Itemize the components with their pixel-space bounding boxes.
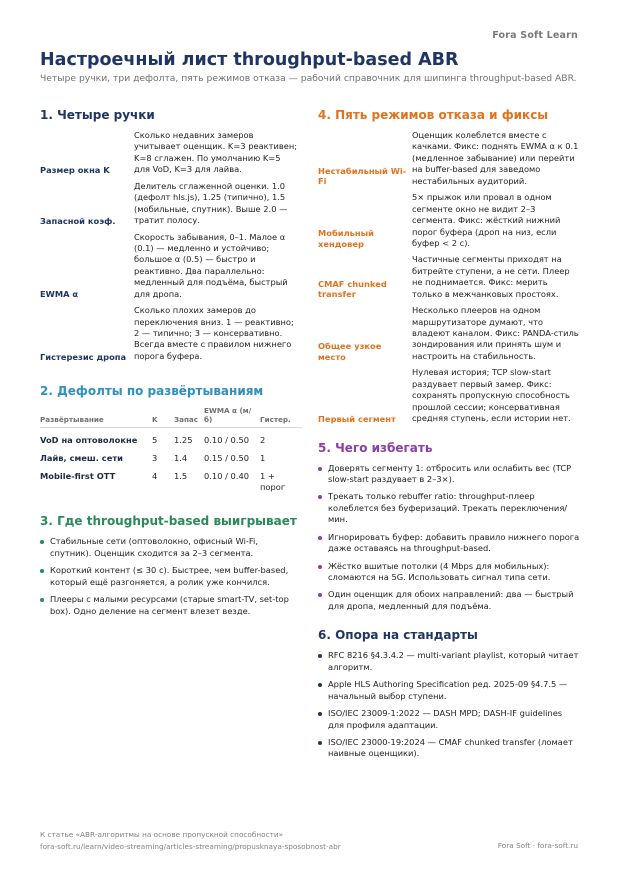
wins-list [40,536,298,617]
table-cell: 4 [152,470,158,481]
footer-article: К статье «ABR-алгоритмы на основе пропускной способности» [40,830,284,839]
list-item: Трекать только rebuffer ratio: throughput-плеер колеблется без буферизаций. Трекать переключения/мин. [318,491,580,525]
list-item: Один оценщик для обоих направлений: два — быстрый для дропа, медленный для подъёма. [318,589,580,612]
column-header: K [152,406,174,428]
failure-name: Мобильный хендовер [318,227,374,249]
section-avoid [318,441,580,613]
section-defaults [40,384,298,492]
failure-desc: Нулевая история; TCP slow-start раздувает первый замер. Фикс: сохранять пропускную способность прошлой сессии; консервативная средняя ступень, если истории нет. [412,367,571,424]
list-item: Стабильные сети (оптоволокно, офисный Wi-Fi, спутник). Оценщик сходится за 2–3 сегмента. [40,536,298,559]
list-item: Игнорировать буфер: добавить правило нижнего порога даже оставаясь на throughput-based. [318,532,580,555]
section-failures [318,108,580,425]
defaults-heading: 2. Дефолты по развёртываниям [40,384,264,399]
failure-item [318,367,580,424]
table-row [40,428,302,446]
table-cell: 1.25 [174,435,193,446]
list-item: ISO/IEC 23000-19:2024 — CMAF chunked transfer (ломает наивные оценщики). [318,737,580,760]
list-item: RFC 8216 §4.3.4.2 — multi-variant playlist, который читает алгоритм. [318,650,580,673]
knob-item [40,130,298,176]
right-column [318,108,580,776]
table-cell: 0.10 / 0.50 [204,435,250,446]
section-knobs [40,108,298,362]
table-row [40,464,302,493]
table-cell: 0.15 / 0.50 [204,453,250,464]
standards-list [318,650,580,760]
failure-name: CMAF chunked transfer [318,278,387,300]
standards-heading: 6. Опора на стандарты [318,628,478,643]
page-title: Настроечный лист throughput-based ABR [40,50,459,70]
failure-desc: Несколько плееров на одном маршрутизаторе думают, что владеют каналом. Фикс: PANDA-стиль зондирования или принять шум и настроить на стабильность. [412,305,579,361]
knob-desc: Делитель сглаженной оценки. 1.0 (дефолт hls.js), 1.25 (типично), 1.5 (мобильные, спутник). Выше 2.0 — тратит полосу. [134,180,288,226]
failure-name: Первый сегмент [318,413,396,424]
failure-item [318,305,580,362]
knob-desc: Скорость забывания, 0–1. Малое α (0.1) — медленно и устойчиво; большое α (0.5) — быстро и реактивно. Два параллельно: медленный для подъёма, быстрый для дропа. [134,231,288,299]
knob-item [40,305,298,362]
table-header-row [40,406,302,428]
failure-desc: Частичные сегменты приходят на битрейте ступени, а не сети. Плеер не поднимается. Фикс: мерить только в межчанковых простоях. [412,254,570,299]
section-wins [40,514,298,617]
failures-heading: 4. Пять режимов отказа и фиксы [318,108,549,122]
table-cell: 5 [152,435,158,446]
table-cell: 0.10 / 0.40 [204,470,250,481]
table-cell: 1 [260,453,266,464]
brand-label: Fora Soft Learn [492,30,578,41]
list-item: ISO/IEC 23009-1:2022 — DASH MPD; DASH-IF guidelines для профиля адаптации. [318,708,580,731]
list-item: Короткий контент (≤ 30 с). Быстрее, чем buffer-based, который ещё разгоняется, а ролик уже кончился. [40,565,298,588]
table-cell: 1.5 [174,470,188,481]
table-cell: Mobile-first OTT [40,470,116,481]
knob-name: Гистерезис дропа [40,351,127,362]
table-row [40,446,302,464]
knob-name: Размер окна K [40,164,110,175]
list-item: Доверять сегменту 1: отбросить или ослабить вес (TCP slow-start раздувает в 2–3×). [318,463,580,486]
table-cell: 1.4 [174,453,188,464]
wins-heading: 3. Где throughput-based выигрывает [40,514,297,529]
failure-desc: Оценщик колеблется вместе с качками. Фикс: поднять EWMA α к 0.1 (медленное забывание) или перейти на buffer-based для заведомо нестабильных аудиторий. [412,130,579,186]
failure-item [318,130,580,187]
table-cell: 1 + порог [260,470,286,492]
knob-name: Запасной коэф. [40,215,116,226]
column-header: EWMA α (м/б) [204,406,260,428]
avoid-list [318,463,580,613]
section-standards [318,628,580,760]
table-cell: VoD на оптоволокне [40,435,138,446]
knob-name: EWMA α [40,289,79,300]
knobs-heading: 1. Четыре ручки [40,108,155,122]
defaults-table [40,406,302,492]
knob-desc: Сколько плохих замеров до переключения вниз. 1 — реактивно; 2 — типично; 3 — консервативно. Всегда вместе с правилом нижнего порога буфера. [134,305,294,361]
table-cell: 2 [260,435,266,446]
failure-desc: 5× прыжок или провал в одном сегменте окно не видит 2–3 сегмента. Фикс: жёсткий нижний порог буфера (дроп на низ, если буфер < 2 с). [412,192,561,248]
footer-url[interactable]: fora-soft.ru/learn/video-streaming/articles-streaming/propusknaya-sposobnost-abr [40,842,341,852]
footer-brand: Fora Soft · fora-soft.ru [497,841,578,850]
knob-desc: Сколько недавних замеров учитывает оценщик. K=3 реактивен; K=8 сглажен. По умолчанию K=5 для VoD, K=3 для лайва. [134,130,298,175]
table-cell: Лайв, смеш. сети [40,453,123,464]
failure-item [318,192,580,249]
page-subtitle: Четыре ручки, три дефолта, пять режимов отказа — рабочий справочник для шипинга throughput-based ABR. [40,73,577,84]
list-item: Жёстко вшитые потолки (4 Mbps для мобильных): сломаются на 5G. Использовать сигнал типа сети. [318,561,580,584]
failure-name: Нестабильный Wi-Fi [318,165,407,187]
column-header: Развёртывание [40,406,152,428]
footer-source [40,829,341,853]
knob-item [40,181,298,227]
list-item: Плееры с малыми ресурсами (старые smart-TV, set-top box). Одно деление на сегмент влезет везде. [40,594,298,617]
column-header: Гистер. [260,406,302,428]
table-cell: 3 [152,453,158,464]
list-item: Apple HLS Authoring Specification ред. 2025-09 §4.7.5 — начальный выбор ступени. [318,679,580,702]
avoid-heading: 5. Чего избегать [318,440,433,455]
column-header: Запас [174,406,204,428]
failure-name: Общее узкое место [318,340,382,362]
knob-item [40,232,298,301]
failure-item [318,254,580,300]
left-column [40,108,298,633]
